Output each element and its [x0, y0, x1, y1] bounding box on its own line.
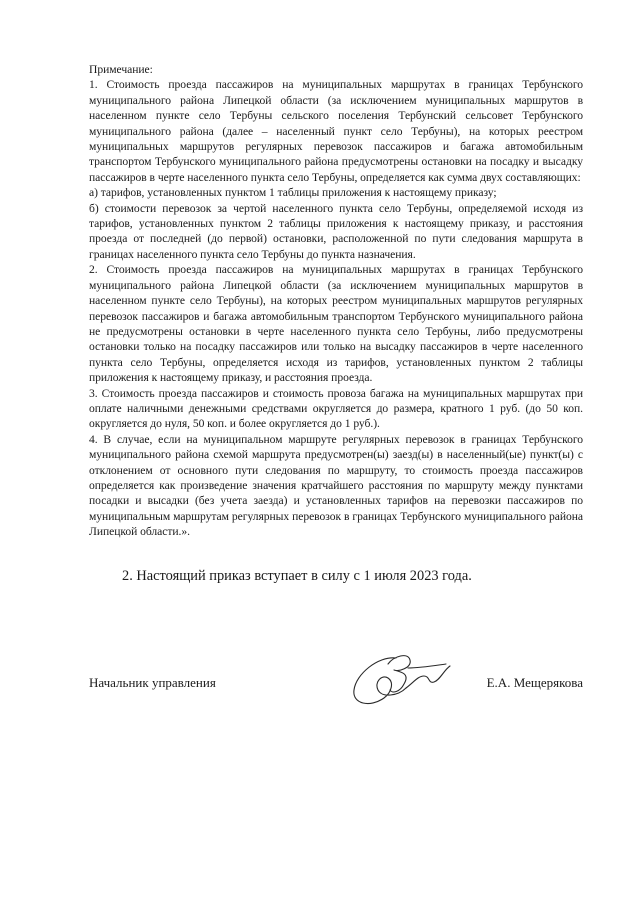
- signature-block: [89, 673, 583, 697]
- note-item-b: б) стоимости перевозок за чертой населенного пункта село Тербуны, определяемой исходя из тарифов, установленных пунктом 2 таблицы приложения к настоящему приказу, и расстояния проезда от последней (до первой) остановки, расположенной по пути следования маршрута в границах населенного пункта село Тербуны до пункта назначения.: [89, 201, 583, 261]
- handwritten-signature: [348, 646, 464, 712]
- note-item-a: а) тарифов, установленных пунктом 1 таблицы приложения к настоящему приказу;: [89, 186, 497, 200]
- signature-stroke-loop: [354, 658, 406, 704]
- signatory-name: Е.А. Мещерякова: [486, 675, 583, 690]
- note-paragraph-3: 3. Стоимость проезда пассажиров и стоимость провоза багажа на муниципальных маршрутах при оплате наличными денежными средствами округляется до размера, кратного 1 руб. (до 50 коп. округляется до нуля, 50 коп. и более округляется до 1 руб.).: [89, 386, 583, 431]
- note-paragraph-2: 2. Стоимость проезда пассажиров на муниципальных маршрутах в границах Тербунского муниципального района Липецкой области (за исключением муниципальных маршрутов в населенном пункте село Тербуны), на которых реестром муниципальных маршрутов регулярных перевозок пассажиров и багажа автомобильным транспортом Тербунского муниципального района не предусмотрены остановки в черте населенного пункта село Тербуны, либо предусмотрены остановки только на посадку пассажиров или только на высадку пассажиров в черте населенного пункта село Тербуны, определяется исходя из тарифов, установленных пунктом 2 таблицы приложения к настоящему приказу, и расстояния проезда.: [89, 263, 583, 385]
- signatory-title: Начальник управления: [89, 675, 216, 690]
- note-paragraph-1: 1. Стоимость проезда пассажиров на муниципальных маршрутах в границах Тербунского муниципального района Липецкой области (за исключением муниципальных маршрутов в населенном пункте село Тербуны сельского поселения Тербунский сельсовет Тербунского муниципального района (далее – населенный пункт село Тербуны), на которых реестром муниципальных маршрутов регулярных перевозок пассажиров и багажа автомобильным транспортом Тербунского муниципального района предусмотрены остановки на посадку и высадку пассажиров в черте населенного пункта село Тербуны, определяется как сумма двух составляющих:: [89, 78, 583, 184]
- note-section: [89, 62, 583, 540]
- note-paragraph-4: 4. В случае, если на муниципальном маршруте регулярных перевозок в границах Тербунского муниципального района схемой маршрута предусмотрен(ы) заезд(ы) в населенный(ые) пункт(ы) с отклонением от основного пути следования по маршруту, то стоимость проезда пассажиров определяется как произведение значения кратчайшего расстояния по маршруту между пунктами посадки и высадки (без учета заезда) и установленных тарифов на перевозки пассажиров по муниципальным маршрутам регулярных перевозок в границах Тербунского муниципального района Липецкой области.».: [89, 432, 583, 539]
- signature-stroke-tail: [406, 664, 450, 688]
- note-heading: Примечание:: [89, 63, 153, 76]
- order-item-effective-date: 2. Настоящий приказ вступает в силу с 1 июля 2023 года.: [122, 568, 472, 584]
